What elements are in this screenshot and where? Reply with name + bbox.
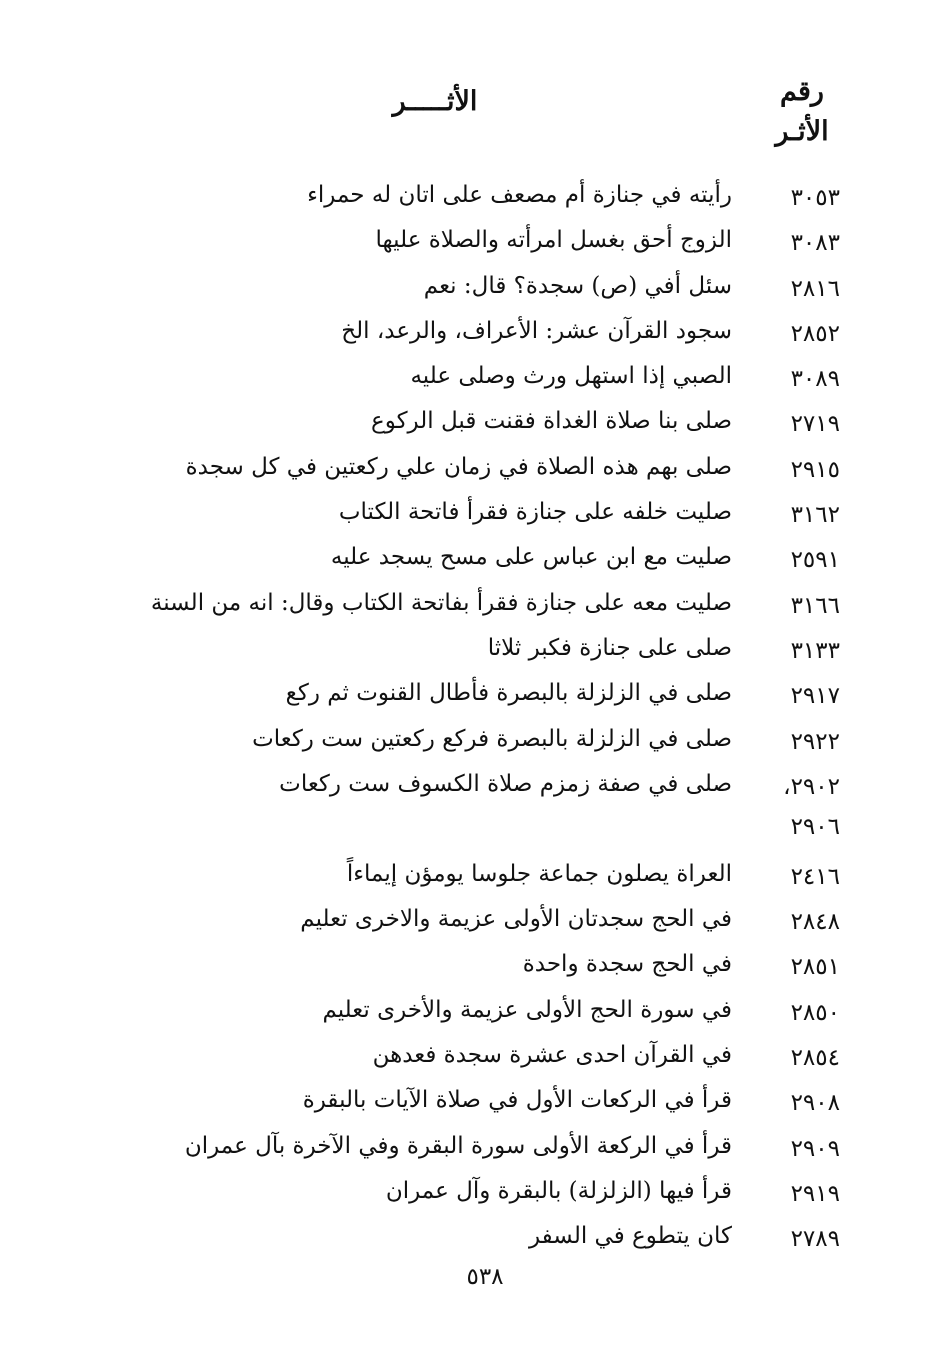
list-item [100, 580, 840, 625]
list-item [100, 987, 840, 1032]
entry-text: الزوج أحق بغسل امرأته والصلاة عليها [375, 227, 732, 254]
entry-text: صلى في صفة زمزم صلاة الكسوف ست ركعات [279, 770, 732, 797]
header-number-column: رقم الأثـر [775, 76, 829, 147]
list-item [100, 217, 840, 262]
list-item [100, 1213, 840, 1258]
entry-text: في سورة الحج الأولى عزيمة والأخرى تعليم [322, 996, 732, 1023]
entry-number: ٣٠٨٣ [790, 230, 840, 257]
list-item [100, 308, 840, 353]
entry-number: ٣٠٥٣ [790, 185, 840, 211]
entry-text: قرأ في الركعات الأول في صلاة الآيات بالبقرة [302, 1087, 732, 1114]
list-item [100, 172, 840, 217]
entry-number: ٢٨٥١ [790, 954, 840, 981]
list-item [100, 896, 840, 941]
entries-list [100, 172, 840, 1259]
entry-number: ٣٠٨٩ [790, 366, 840, 393]
list-item [100, 1123, 840, 1168]
entry-number: ٢٨٥٤ [790, 1045, 840, 1072]
entry-text: العراة يصلون جماعة جلوسا يومؤن إيماءاً [346, 860, 732, 887]
entry-text: صلى في الزلزلة بالبصرة فركع ركعتين ست ركعات [252, 725, 732, 752]
list-item [100, 444, 840, 489]
entry-text: صلى على جنازة فكبر ثلاثا [487, 634, 732, 661]
entry-number: ٣١٦٢ [790, 502, 840, 529]
list-item [100, 625, 840, 670]
entry-text: كان يتطوع في السفر [528, 1223, 732, 1250]
entry-number: ٢٩٢٢ [790, 728, 840, 755]
entry-number: ٢٨٥٢ [790, 320, 840, 347]
entry-number: ٢٩١٧ [790, 683, 840, 710]
entry-number: ٢٧١٩ [790, 411, 840, 438]
list-item [100, 761, 840, 851]
entry-number: ٢٧٨٩ [790, 1226, 840, 1253]
entry-text: صلى بنا صلاة الغداة فقنت قبل الركوع [371, 408, 732, 435]
entry-text: الصبي إذا استهل ورث وصلى عليه [410, 363, 732, 390]
entry-text: قرأ في الركعة الأولى سورة البقرة وفي الآخرة بآل عمران [184, 1132, 732, 1159]
entry-number: ٢٨٥٠ [790, 999, 840, 1026]
list-item [100, 353, 840, 398]
list-item [100, 716, 840, 761]
entry-number: ٢٩٠٩ [790, 1135, 840, 1162]
entry-number: ٢٩٠٢، ٢٩٠٦ [783, 773, 840, 840]
entry-text: صليت مع ابن عباس على مسح يسجد عليه [330, 544, 732, 571]
list-item [100, 263, 840, 308]
page-number: ٥٣٨ [466, 1264, 504, 1290]
list-item [100, 1077, 840, 1122]
entry-number: ٢٩١٥ [790, 456, 840, 483]
entry-number: ٢٥٩١ [790, 547, 840, 574]
entry-text: رأيته في جنازة أم مصعف على اتان له حمراء [307, 182, 732, 208]
entry-number: ٢٤١٦ [790, 863, 840, 890]
list-item [100, 398, 840, 443]
entry-number: ٣١٦٦ [790, 592, 840, 619]
entry-text: سئل أفي (ص) سجدة؟ قال: نعم [423, 272, 732, 299]
entry-number: ٢٨٤٨ [790, 909, 840, 936]
entry-text: قرأ فيها (الزلزلة) بالبقرة وآل عمران [385, 1177, 732, 1204]
entry-text: في الحج سجدتان الأولى عزيمة والاخرى تعليم [300, 906, 732, 933]
list-item [100, 1168, 840, 1213]
entry-number: ٢٩١٩ [790, 1180, 840, 1207]
list-item [100, 851, 840, 896]
list-item [100, 670, 840, 715]
entry-text: صلى بهم هذه الصلاة في زمان علي ركعتين في كل سجدة [185, 453, 732, 480]
entry-text: في القرآن احدى عشرة سجدة فعدهن [372, 1042, 732, 1069]
list-item [100, 489, 840, 534]
entry-text: في الحج سجدة واحدة [522, 951, 732, 978]
list-item [100, 941, 840, 986]
entry-number: ٢٨١٦ [790, 275, 840, 302]
header-text-column: الأثـــــر [392, 86, 478, 117]
entry-text: سجود القرآن عشر: الأعراف، والرعد، الخ [341, 317, 732, 344]
entry-text: صليت معه على جنازة فقرأ بفاتحة الكتاب وقال: انه من السنة [150, 589, 732, 616]
entry-number: ٣١٣٣ [790, 637, 840, 664]
entry-number: ٢٩٠٨ [790, 1090, 840, 1117]
list-item [100, 534, 840, 579]
entry-text: صليت خلفه على جنازة فقرأ فاتحة الكتاب [338, 499, 732, 526]
entry-text: صلى في الزلزلة بالبصرة فأطال القنوت ثم ركع [285, 680, 732, 707]
list-item [100, 1032, 840, 1077]
